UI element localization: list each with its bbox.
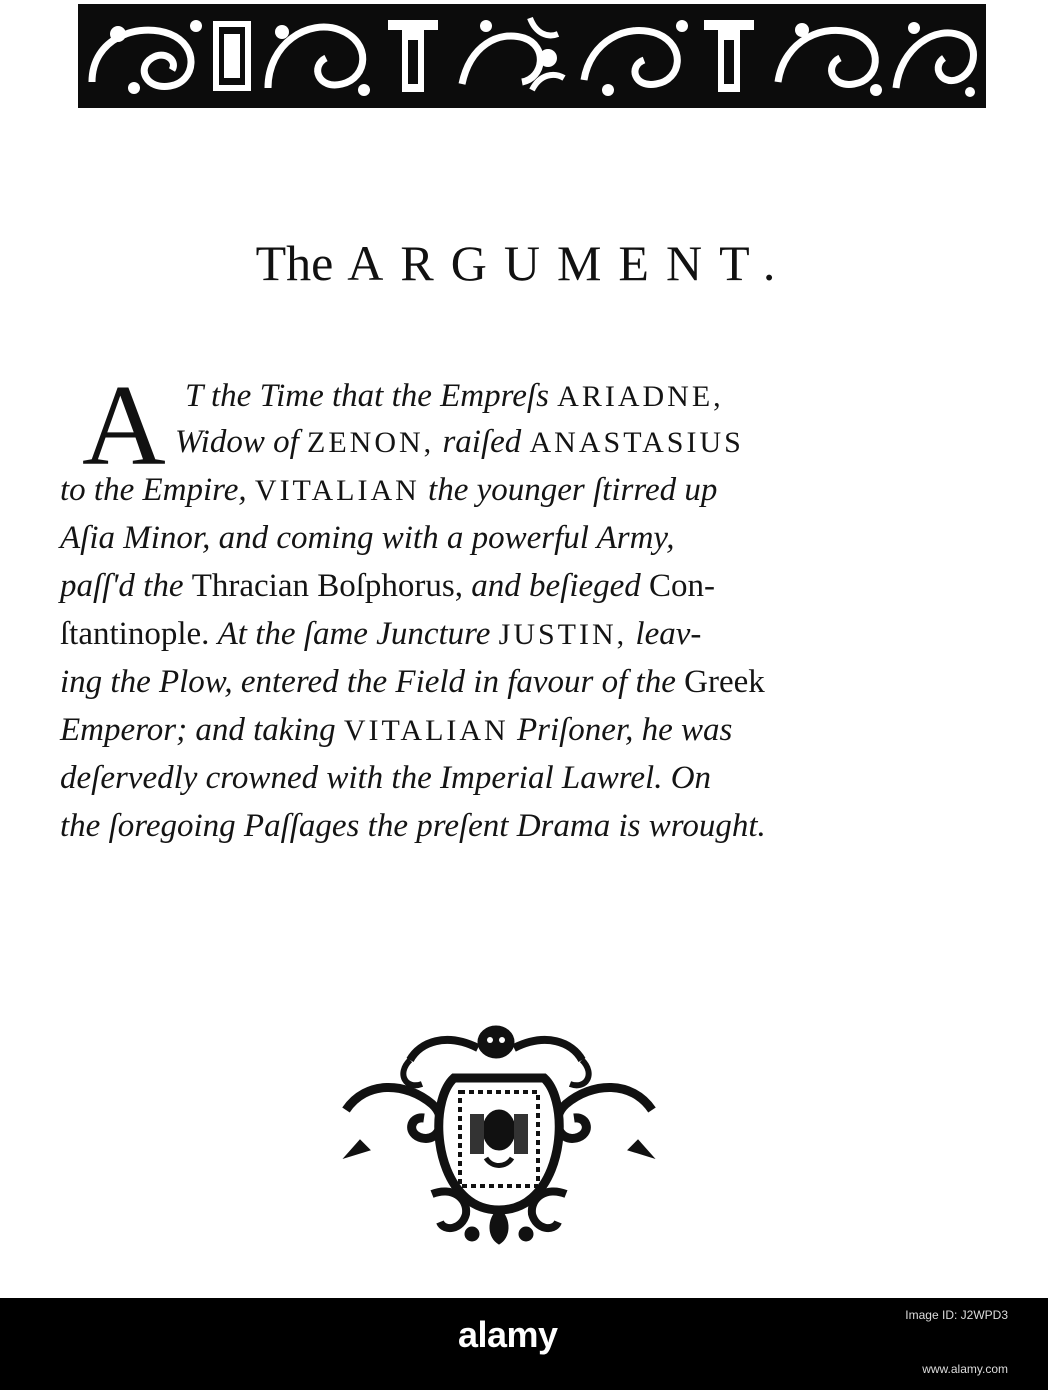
title-caps: ARGUMENT. — [347, 235, 793, 291]
text-segment: At the ſame Juncture — [217, 616, 499, 652]
text-segment: ARIADNE, — [557, 380, 724, 413]
text-segment: and beſieged — [471, 568, 650, 604]
text-line — [60, 520, 970, 566]
text-segment: to the Empire, — [60, 472, 255, 508]
text-segment: T the Time that the Empreſs — [185, 378, 558, 414]
text-line — [60, 712, 970, 758]
text-segment: deſervedly crowned with the Imperial Lawrel. On — [60, 760, 712, 796]
text-line — [60, 664, 970, 710]
ornamental-tailpiece — [336, 1018, 662, 1246]
text-line — [60, 424, 855, 470]
title-prefix: The — [255, 235, 334, 291]
text-line — [60, 472, 970, 518]
text-segment: Aſia Minor, and coming with a powerful Army, — [60, 520, 675, 556]
text-segment: leav- — [627, 616, 702, 652]
text-segment: ing the Plow, entered the Field in favour of the — [60, 664, 685, 700]
drop-cap: A — [82, 362, 166, 490]
text-segment: raiſed — [434, 424, 530, 460]
text-segment: ANASTASIUS — [529, 426, 744, 459]
text-segment: the ſoregoing Paſſages the preſent Drama is wrought. — [60, 808, 766, 844]
image-id: Image ID: J2WPD3 — [905, 1308, 1008, 1322]
text-segment: Emperor; and taking — [60, 712, 344, 748]
page-title — [0, 228, 1048, 298]
text-line — [60, 808, 970, 854]
text-line — [60, 616, 970, 662]
text-segment: paſſ'd the — [60, 568, 192, 604]
text-segment: VITALIAN — [254, 474, 420, 507]
text-line — [60, 568, 970, 614]
stock-watermark-bar — [0, 1298, 1048, 1390]
text-line — [60, 378, 845, 424]
ornamental-headpiece — [78, 4, 986, 108]
text-segment: Greek — [684, 664, 765, 700]
text-segment: Widow of — [175, 424, 308, 460]
text-line — [60, 760, 970, 806]
brand-logo: alamy — [458, 1314, 558, 1355]
text-segment: JUSTIN, — [498, 618, 628, 651]
text-segment: the younger ſtirred up — [419, 472, 718, 508]
text-segment: VITALIAN — [343, 714, 509, 747]
text-segment: Priſoner, he was — [508, 712, 733, 748]
text-segment: Thracian Boſphorus, — [191, 568, 472, 604]
text-segment: ſtantinople. — [60, 616, 218, 652]
text-segment: Con- — [649, 568, 716, 604]
text-segment: ZENON, — [307, 426, 435, 459]
site-url: www.alamy.com — [922, 1362, 1008, 1376]
